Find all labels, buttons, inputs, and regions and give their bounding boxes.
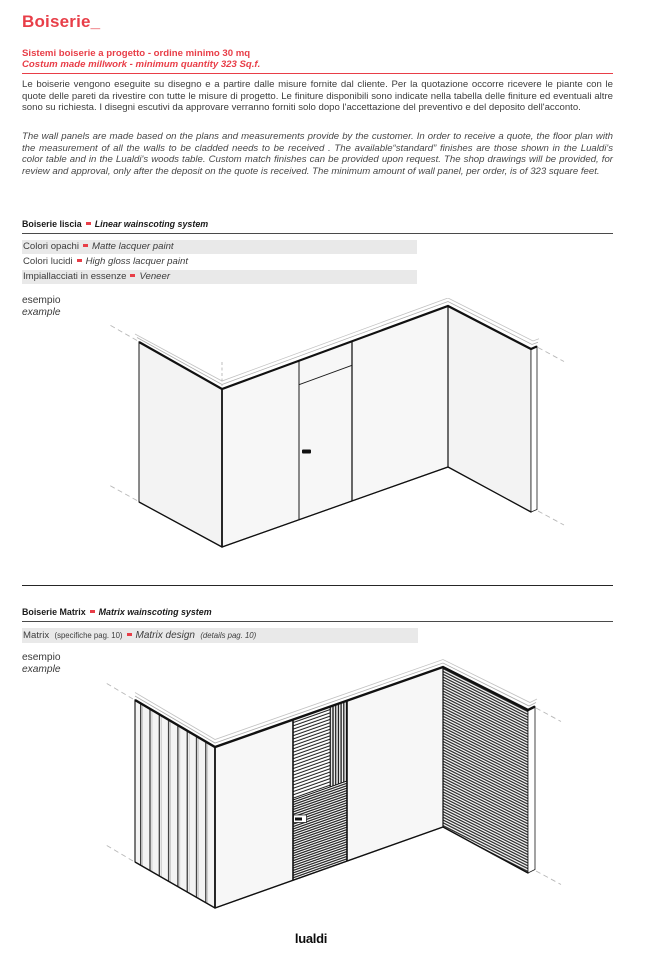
matrix-isometric-drawing	[100, 656, 570, 918]
section-heading-english: Matrix wainscoting system	[98, 607, 212, 617]
subtitle-italian: Sistemi boiserie a progetto - ordine minimo 30 mq	[22, 48, 251, 59]
example-label-italian: esempio	[22, 295, 61, 306]
example-label-italian: esempio	[22, 652, 61, 663]
right-wall-slats	[443, 667, 528, 873]
red-dash-separator	[130, 274, 135, 277]
matrix-finish-row	[22, 628, 418, 643]
red-dash-separator	[90, 610, 95, 613]
subtitle-english: Costum made millwork - minimum quantity 323 Sq.f.	[22, 59, 261, 70]
finish-name-english: Veneer	[139, 271, 171, 282]
red-dash-separator	[83, 244, 88, 247]
finish-name-italian: Colori lucidi	[23, 256, 73, 267]
finish-row-veneer	[22, 270, 417, 284]
matrix-name-italian: Matrix	[23, 630, 50, 641]
matrix-name-english: Matrix design	[135, 630, 195, 641]
section-heading-matrix	[22, 607, 613, 622]
intro-paragraph-english: The wall panels are made based on the plans and measurements provide by the customer. In order to receive a quote, the floor plan with the measurement of all the walls to be cladded needs to be received . The available“standard” finishes are those shown in the Lualdi's color table and in the Lualdi's woods table. Custom match finishes can be provided upon request. The shop drawings will be provided, for review and approval, only after the deposit on the quote is received. The minimum amount of wall panel, per order, is of 323 square feet.	[22, 131, 613, 177]
finish-row-gloss	[22, 255, 417, 269]
right-wall-edge-strip	[528, 707, 535, 874]
finish-row-matte	[22, 240, 417, 254]
right-wall-edge-strip	[531, 346, 537, 512]
finish-name-english: Matte lacquer paint	[92, 241, 174, 252]
section-heading-italian: Boiserie liscia	[22, 219, 82, 229]
example-label-english: example	[22, 664, 61, 676]
vertical-slat-strip-lines	[330, 701, 347, 787]
left-wall-slats	[135, 700, 215, 908]
door-handle	[295, 818, 302, 821]
matrix-note-english: (details pag. 10)	[200, 631, 257, 640]
red-dash-separator	[86, 222, 91, 225]
page-title: Boiserie_	[22, 12, 101, 31]
red-dash-separator	[127, 633, 132, 636]
front-wall-face	[222, 306, 448, 547]
subtitle-block	[22, 48, 613, 74]
lualdi-logo: lualdi	[294, 931, 328, 946]
example-label-english: example	[22, 307, 61, 319]
finish-list	[22, 240, 417, 285]
finish-name-italian: Colori opachi	[23, 241, 79, 252]
matrix-note-italian: (specifiche pag. 10)	[54, 631, 123, 640]
intro-paragraph-italian: Le boiserie vengono eseguite su disegno e a partire dalle misure fornite dal cliente. Per la quotazione occorre ricevere le piante con le quote delle pareti da rivestire con tutte le misure di progetto. Le finiture disponibili sono indicate nella tabella delle finiture ed eventuali altre sono su richiesta. I disegni escutivi da approvare verranno forniti solo dopo l'accettazione del preventivo e del deposito dell'acconto.	[22, 79, 613, 114]
left-wall-face	[139, 342, 222, 547]
liscia-isometric-drawing	[100, 298, 570, 562]
section-heading-italian: Boiserie Matrix	[22, 607, 86, 617]
section-heading-english: Linear wainscoting system	[94, 219, 209, 229]
section-divider	[22, 585, 613, 586]
finish-name-italian: Impiallacciati in essenze	[23, 271, 127, 282]
finish-name-english: High gloss lacquer paint	[85, 256, 188, 267]
red-dash-separator	[77, 259, 82, 262]
right-wall-face	[448, 306, 531, 512]
door-handle	[302, 450, 311, 454]
section-heading-liscia	[22, 219, 613, 234]
